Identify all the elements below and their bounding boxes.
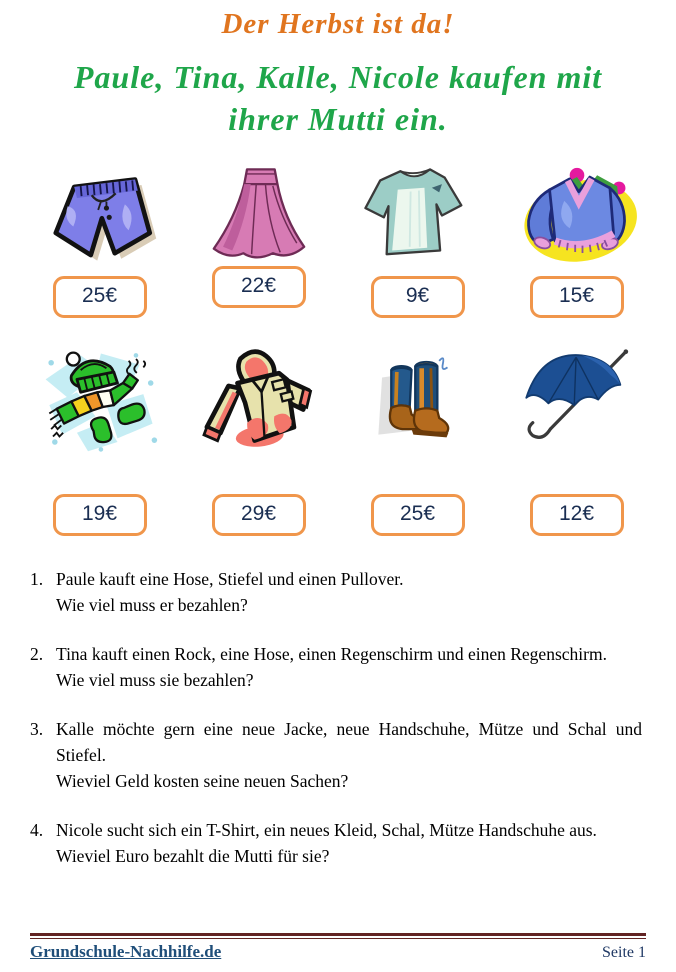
rain-jacket-icon [195, 348, 323, 454]
price-cell-tshirt [338, 276, 497, 324]
price-tag-tshirt: 9€ [371, 276, 465, 318]
page-title: Der Herbst ist da! [221, 8, 455, 40]
question-2 [30, 641, 642, 693]
price-row-2 [20, 494, 656, 542]
item-stiefel [338, 330, 497, 454]
question-1 [30, 566, 642, 618]
question-body: Nicole sucht sich ein T-Shirt, ein neues Kleid, Schal, Mütze Handschuhe aus. [56, 820, 597, 840]
question-number: 4. [30, 820, 44, 840]
item-jacke [179, 330, 338, 454]
header [0, 0, 676, 140]
question-body: Paule kauft eine Hose, Stiefel und einen Pullover. [56, 569, 404, 589]
item-tshirt [338, 150, 497, 268]
price-tag-jacke: 29€ [212, 494, 306, 536]
price-tag-pullover: 15€ [530, 276, 624, 318]
tshirt-icon [354, 162, 482, 268]
price-tag-rock: 22€ [212, 266, 306, 308]
price-cell-hose [20, 276, 179, 324]
shorts-icon [36, 162, 164, 268]
question-number: 1. [30, 569, 44, 589]
price-cell-set [20, 494, 179, 542]
price-tag-regenschirm: 12€ [530, 494, 624, 536]
question-ask: Wie viel muss sie bezahlen? [56, 670, 254, 690]
question-ask: Wieviel Geld kosten seine neuen Sachen? [56, 771, 349, 791]
price-cell-pullover [497, 276, 656, 324]
question-4 [30, 817, 642, 869]
subtitle-line-1: Paule, Tina, Kalle, Nicole kaufen mit [73, 59, 603, 95]
question-ask: Wieviel Euro bezahlt die Mutti für sie? [56, 846, 330, 866]
item-rock [179, 150, 338, 268]
question-3 [30, 716, 642, 794]
price-tag-hose: 25€ [53, 276, 147, 318]
sweater-icon [513, 162, 641, 268]
site-link[interactable]: Grundschule-Nachhilfe.de [30, 942, 222, 961]
boots-icon [354, 348, 482, 454]
question-body: Kalle möchte gern eine neue Jacke, neue Handschuhe, Mütze und Schal und Stiefel. [56, 719, 642, 765]
page-footer [30, 933, 646, 962]
skirt-icon [195, 162, 323, 268]
item-muetze-schal-handschuhe [20, 330, 179, 454]
page-number: Seite 1 [602, 944, 646, 961]
item-regenschirm [497, 330, 656, 454]
winter-set-icon [36, 348, 164, 454]
question-ask: Wie viel muss er bezahlen? [56, 595, 248, 615]
clothing-grid [20, 150, 656, 542]
price-cell-jacke [179, 494, 338, 542]
subtitle-line-2: ihrer Mutti ein. [228, 101, 448, 137]
price-cell-stiefel [338, 494, 497, 542]
page-subtitle [0, 56, 676, 140]
price-tag-set: 19€ [53, 494, 147, 536]
price-cell-regenschirm [497, 494, 656, 542]
price-cell-rock [179, 276, 338, 324]
item-pullover [497, 150, 656, 268]
question-list [30, 566, 642, 869]
image-row-1 [20, 150, 656, 268]
question-body: Tina kauft einen Rock, eine Hose, einen Regenschirm und einen Regenschirm. [56, 644, 607, 664]
item-hose [20, 150, 179, 268]
price-row-1 [20, 276, 656, 324]
umbrella-icon [513, 348, 641, 454]
question-number: 3. [30, 719, 44, 739]
price-tag-stiefel: 25€ [371, 494, 465, 536]
image-row-2 [20, 324, 656, 454]
question-number: 2. [30, 644, 44, 664]
footer-divider [30, 933, 646, 939]
